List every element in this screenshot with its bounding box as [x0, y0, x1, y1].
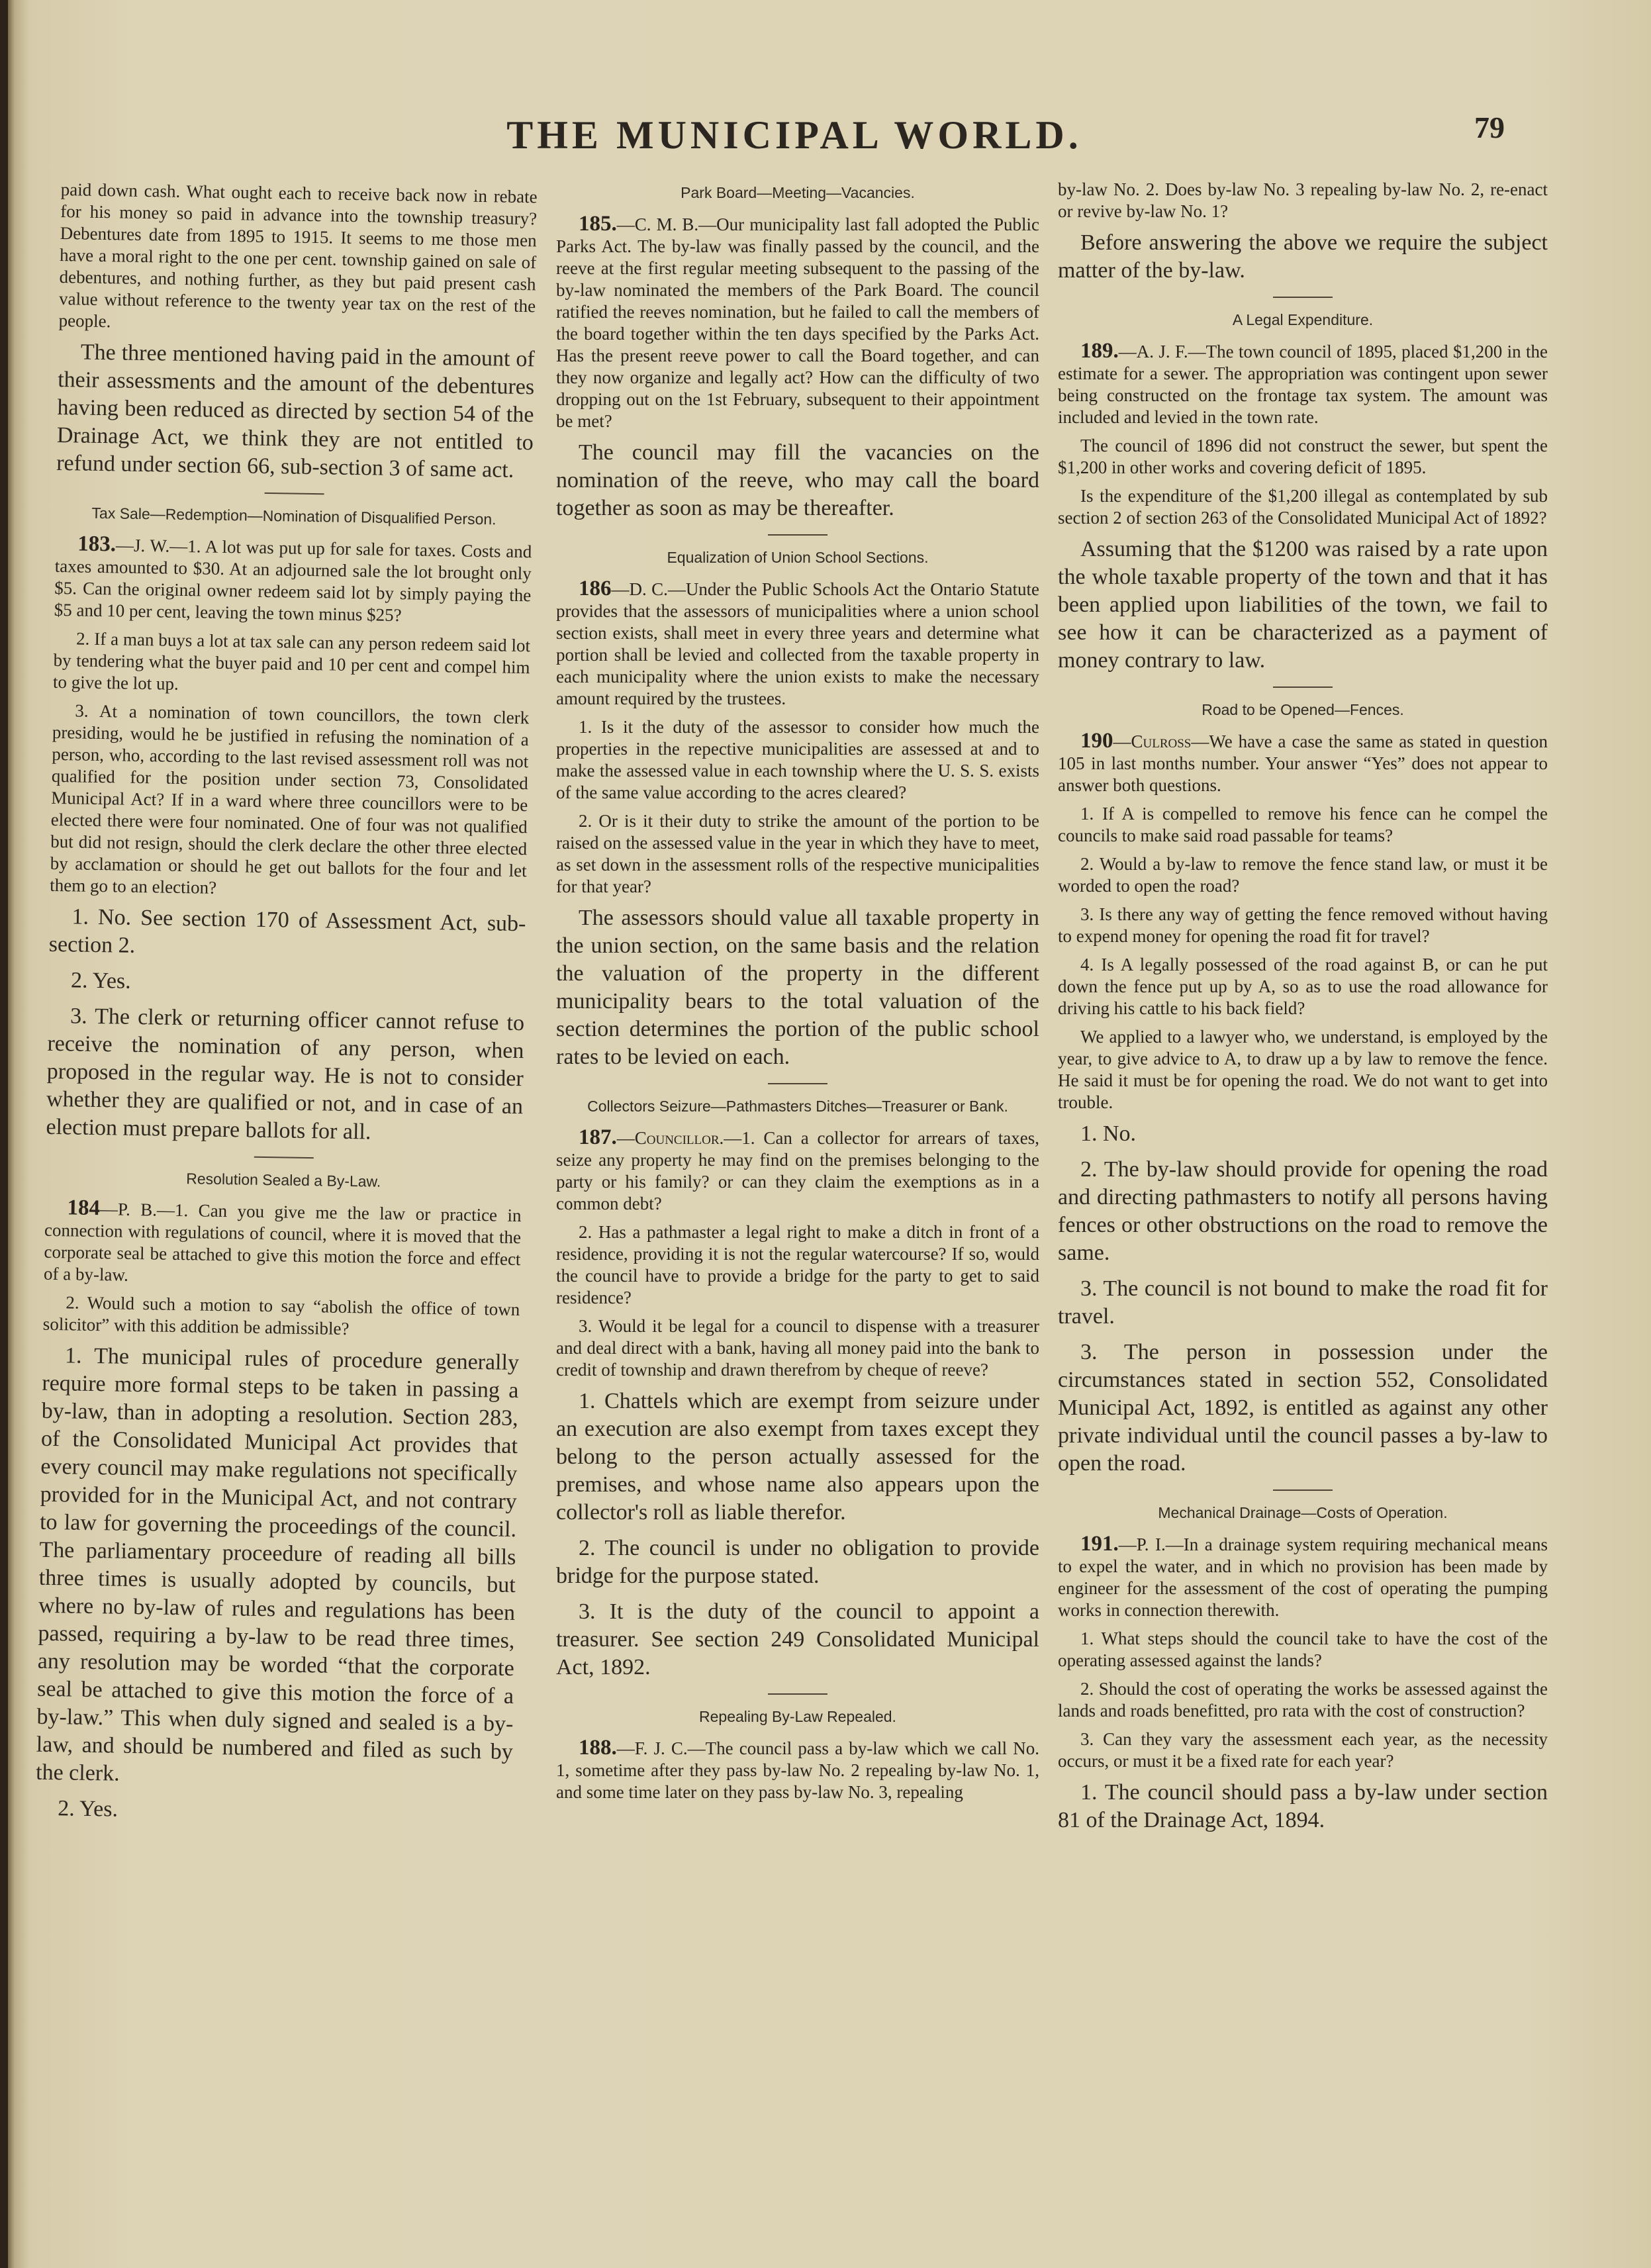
heading-189: A Legal Expenditure.: [1232, 311, 1374, 328]
answer-188: Before answering the above we require the subject matter of the by-law.: [1058, 230, 1548, 283]
divider: [254, 1157, 314, 1158]
question-184: [44, 1197, 522, 1292]
question-text: —P. B.—1. Can you give me the law or practice in connection with regulations of council, where it is moved that the corporate seal be attached to give this motion the force and effect of a by-law.: [43, 1199, 522, 1285]
question-number: 189.: [1080, 339, 1119, 363]
question-191-part-2: 2. Should the cost of operating the works be assessed against the lands and roads benefitted, pro rata with the cost of construction?: [1058, 1679, 1548, 1721]
answer-184-1: 1. The municipal rules of procedure generally require more formal steps to be taken in passing a by-law, than in adopting a resolution. Section 283, of the Consolidated Municipal Act provides that every council may make regulations not specifically provided for in the Municipal Act, and not contrary to law for governing the proceedings of the council. The parliamentary proceedure of reading all bills three times is usually adopted by councils, but where no by-law of rules and regulations has been passed, requiring a by-law to be read three times, any resolution may be worded “that the corporate seal be attached to give this motion the force of a by-law.” This when duly signed and sealed is a by-law, and should be numbered and filed as such by the clerk.: [35, 1343, 520, 1786]
question-author: —Culross: [1113, 732, 1192, 751]
question-number: 188.: [579, 1736, 617, 1760]
question-number: 185.: [579, 212, 617, 236]
divider: [768, 534, 827, 536]
divider: [1273, 1489, 1333, 1491]
question-189: [1058, 340, 1548, 428]
masthead-title: THE MUNICIPAL WORLD.: [506, 113, 1082, 157]
answer-183-3: 3. The clerk or returning officer cannot refuse to receive the nomination of any person, when proposed in the regular way. He is not to consider whether they are qualified or not, and in case of an election must prepare ballots for all.: [46, 1004, 525, 1145]
question-186-part-2: 2. Or is it their duty to strike the amount of the portion to be raised on the assessed value in the year in which they have to meet, as set down in the assessment rolls of the respective municipalities for that year?: [556, 811, 1039, 896]
question-191-part-1: 1. What steps should the council take to have the cost of the operating assessed against the lands?: [1058, 1629, 1548, 1670]
answer-190-4: 3. The person in possession under the circumstances stated in section 552, Consolidated Municipal Act, 1892, is entitled as against any other private individual until the council passes a by-law to open the road.: [1058, 1340, 1548, 1476]
heading-185: Park Board—Meeting—Vacancies.: [681, 184, 915, 201]
answer-190-3: 3. The council is not bound to make the road fit for travel.: [1058, 1276, 1548, 1329]
question-text: —A. J. F.—The town council of 1895, placed $1,200 in the estimate for a sewer. The appropriation was contingent upon sewer being constructed on the frontage tax system. The amount was included and levied in the town rate.: [1058, 342, 1548, 427]
heading-184: Resolution Sealed a By-Law.: [186, 1170, 381, 1190]
answer-186: The assessors should value all taxable property in the union section, on the same basis and the relation the valuation of the property in the different municipality bears to the total valuation of the section determines the portion of the public school rates to be levied on each.: [556, 906, 1039, 1069]
question-183-part-3: 3. At a nomination of town councillors, the town clerk presiding, would he be justified in refusing the nomination of a person, who, according to the last revised assessment roll was not qualified for the position under section 73, Consolidated Municipal Act? If in a ward where three councillors were to be elected there were four nominated. One of four was not qualified but did not resign, should the clerk declare the other three elected by acclamation or should he get out ballots for the four and let them go to an election?: [50, 700, 530, 898]
answer-187-1: 1. Chattels which are exempt from seizure under an execution are also exempt from taxes except they belong to the person actually assessed for the premises, and whose name also appears upon the collector's roll as liable therefor.: [556, 1389, 1039, 1525]
question-186: [556, 578, 1039, 710]
answer-187-3: 3. It is the duty of the council to appoint a treasurer. See section 249 Consolidated Municipal Act, 1892.: [556, 1599, 1039, 1679]
question-184-part-2: 2. Would such a motion to say “abolish the office of town solicitor” with this addition be admissible?: [42, 1292, 520, 1339]
question-183-part-2: 2. If a man buys a lot at tax sale can any person redeem said lot by tendering what the buyer paid and 10 per cent and compel him to give the lot up.: [52, 628, 531, 694]
page-number: 79: [1474, 111, 1505, 144]
heading-187: Collectors Seizure—Pathmasters Ditches—Treasurer or Bank.: [587, 1098, 1008, 1115]
question-text: —D. C.—Under the Public Schools Act the Ontario Statute provides that the assessors of municipalities where a union school section exists, shall meet in every three years and determine what portion shall be levied and collected from the taxable property in each municipality where the union exists to make the necessary amount required by the trustees.: [556, 579, 1039, 708]
question-190-part-1: 1. If A is compelled to remove his fence can he compel the councils to make said road passable for teams?: [1058, 804, 1548, 845]
question-number: 187.: [579, 1125, 617, 1149]
answer-190-1: 1. No.: [1080, 1121, 1137, 1146]
question-188: [556, 1737, 1039, 1803]
heading-183: Tax Sale—Redemption—Nomination of Disqualified Person.: [91, 504, 496, 528]
heading-188: Repealing By-Law Repealed.: [699, 1708, 896, 1725]
question-text: —J. W.—1. A lot was put up for sale for taxes. Costs and taxes amounted to $30. At an adjourned sale the lot brought only $5. Can the original owner redeem said lot by simply paying the $5 and 10 per cent, leaving the town minus $25?: [54, 535, 532, 626]
question-190-part-5: We applied to a lawyer who, we understand, is employed by the year, to give advice to A, to draw up a by law to remove the fence. He said it must be for opening the road. We do not want to get into trouble.: [1058, 1027, 1548, 1112]
answer-189: Assuming that the $1200 was raised by a rate upon the whole taxable property of the town and that it has been applied upon liabilities of the town, we fail to see how it can be characterized as a payment of money contrary to law.: [1058, 537, 1548, 673]
answer-184-2: 2. Yes.: [58, 1796, 118, 1822]
question-187: [556, 1127, 1039, 1215]
divider: [265, 493, 324, 495]
answer-187-2: 2. The council is under no obligation to provide bridge for the purpose stated.: [556, 1536, 1039, 1588]
book-spine: [0, 0, 8, 2268]
answer-183-1: 1. No. See section 170 of Assessment Act, sub-section 2.: [48, 904, 526, 958]
heading-186: Equalization of Union School Sections.: [667, 549, 929, 566]
question-189-part-3: Is the expenditure of the $1,200 illegal as contemplated by sub section 2 of section 263 of the Consolidated Municipal Act of 1892?: [1058, 486, 1548, 528]
question-text: —P. I.—In a drainage system requiring mechanical means to expel the water, and in which no provision has been made by engineer for the assessment of the cost of operating the pumping works in connection therewith.: [1058, 1535, 1548, 1620]
heading-191: Mechanical Drainage—Costs of Operation.: [1158, 1504, 1448, 1521]
question-number: 183.: [77, 532, 117, 557]
question-191: [1058, 1533, 1548, 1621]
column-right: [1058, 179, 1548, 1842]
divider: [768, 1693, 827, 1695]
question-text: —C. M. B.—Our municipality last fall adopted the Public Parks Act. The by-law was finally passed by the council, and the reeve at the first regular meeting subsequent to the passing of the by-law nominated the members of the Park Board. The council ratified the reeves nomination, but he failed to call the members of the board together within the ten days specified by the Parks Act. Has the present reeve power to call the Board together, and can they now organize and legally act? How can the difficulty of two dropping out on the 1st February, subsequent to their appointment be met?: [556, 214, 1039, 431]
question-number: 191.: [1080, 1532, 1119, 1556]
answer-182: The three mentioned having paid in the amount of their assessments and the amount of the debentures having been reduced as directed by section 54 of the Drainage Act, we think they are not entitled to refund under section 66, sub-section 3 of same act.: [56, 340, 536, 483]
question-number: 190: [1080, 729, 1113, 753]
heading-190: Road to be Opened—Fences.: [1202, 701, 1404, 718]
question-text: —F. J. C.—The council pass a by-law which we call No. 1, sometime after they pass by-law No. 2 repealing by-law No. 1, and some time later on they pass by-law No. 3, repealing: [556, 1738, 1039, 1802]
answer-185: The council may fill the vacancies on the nomination of the reeve, who may call the board together as soon as may be thereafter.: [556, 440, 1039, 520]
column-left: [35, 179, 538, 1838]
question-number: 186: [579, 577, 612, 600]
question-number: 184: [67, 1196, 101, 1221]
question-text: —1. Can a collector for arrears of taxes, seize any property he may find on the premises belonging to the party or his family? or can they claim the exemptions as in a common debt?: [556, 1128, 1039, 1213]
question-186-part-1: 1. Is it the duty of the assessor to consider how much the properties in the repective municipalities are assessed at and to make the assessed value in each township where the U. S. S. exists of the same value according to the acres cleared?: [556, 717, 1039, 802]
question-191-part-3: 3. Can they vary the assessment each year, as the necessity occurs, or must it be a fixed rate for each year?: [1058, 1729, 1548, 1771]
question-185: [556, 213, 1039, 432]
question-190-part-2: 2. Would a by-law to remove the fence stand law, or must it be worded to open the road?: [1058, 854, 1548, 896]
divider: [768, 1083, 827, 1084]
divider: [1273, 297, 1333, 298]
question-187-part-3: 3. Would it be legal for a council to dispense with a treasurer and deal direct with a bank, having all money paid into the bank to credit of township and drawn therefrom by cheque of reeve?: [556, 1316, 1039, 1380]
column-middle: [556, 179, 1039, 1810]
question-190: [1058, 730, 1548, 796]
question-182-continued: paid down cash. What ought each to receive back now in rebate for his money so paid in advance into the township treasury? Debentures date from 1895 to 1915. It seems to me those men have a moral right to the one per cent. township gained on sale of debentures, and nothing further, as they but paid present cash value without reference to the twenty year tax on the rest of the people.: [58, 179, 538, 332]
divider: [1273, 686, 1333, 688]
answer-191-1: 1. The council should pass a by-law under section 81 of the Drainage Act, 1894.: [1058, 1780, 1548, 1832]
question-author: —Councillor.: [616, 1128, 724, 1148]
question-188-continued: by-law No. 2. Does by-law No. 3 repealing by-law No. 2, re-enact or revive by-law No. 1?: [1058, 179, 1548, 221]
answer-183-2: 2. Yes.: [70, 968, 131, 994]
page-header: [0, 99, 1651, 179]
answer-190-2: 2. The by-law should provide for opening the road and directing pathmasters to notify all persons having fences or other obstructions on the road to remove the same.: [1058, 1157, 1548, 1265]
question-190-part-4: 4. Is A legally possessed of the road against B, or can he put down the fence put up by A, so as to use the road allowance for driving his cattle to his back field?: [1058, 955, 1548, 1018]
question-189-part-2: The council of 1896 did not construct the sewer, but spent the $1,200 in other works and covering deficit of 1895.: [1058, 436, 1548, 477]
question-190-part-3: 3. Is there any way of getting the fence removed without having to expend money for opening the road fit for travel?: [1058, 904, 1548, 946]
question-text: —We have a case the same as stated in question 105 in last months number. Your answer “Yes” does not appear to answer both questions.: [1058, 732, 1548, 795]
question-187-part-2: 2. Has a pathmaster a legal right to make a ditch in front of a residence, providing it is not the regular watercourse? If so, would the council have to provide a bridge for the party to get to said residence?: [556, 1222, 1039, 1307]
question-183: [54, 533, 532, 628]
